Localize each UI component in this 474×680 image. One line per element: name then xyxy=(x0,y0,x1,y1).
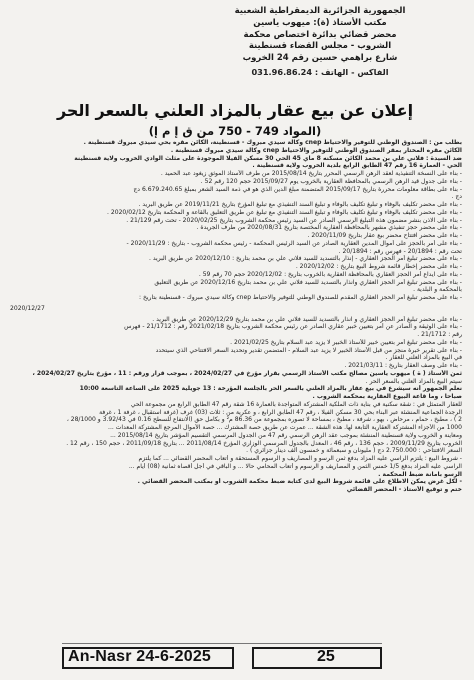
body-line: - بناء على أمر بالحجز على أموال المدين العقارية الصادر عن السيد الرئيس المحكمة - رئيس محكمة الشروب - بتاريخ : 2020/11/29 - xyxy=(126,239,462,247)
body-line: - بناء على ايداع أمر الحجز العقاري بالمحافظة العقارية بالخروب بتاريخ : 2020/12/02 حجم 70 رقم 59 . xyxy=(198,270,462,278)
body-line: ومعاينة و الخروب ولاية قسنطينة المنشئة بموجب عقد الرهن الرسمي رقم 47 من الجدول المرسمي التقسيم المؤشر بتاريخ 2015/08/14 ... xyxy=(110,431,462,439)
publication-date: An-Nasr 24-6-2025 xyxy=(68,648,212,665)
body-line: - بناء على محضر تكليف بالوفاء و تبليغ تكليف بالوفاء و تبليغ السند التنفيذي مع تبليغ المؤرخ بتاريخ 2019/11/21 عن طريق البريد . xyxy=(138,201,462,208)
header-line: الشروب - مجلس القضاء قسنطينة xyxy=(248,41,392,52)
announcement-subtitle: (المواد 749 - 750 من ق إ م إ) xyxy=(148,124,322,138)
body-line: صباحا ، وما قاعة البيوع العقارية بمحكمة الشروب . xyxy=(312,393,462,400)
body-line: - بناء على الوثيقة و الصادر عن أمر بتعيين خبير عقاري الصادر عن رئيس محكمة الشروب بتاريخ 2021/02/18 رقم : 21/1712 - فهرس xyxy=(124,323,462,331)
header-line: محضر قضائي بدائرة اختصاص محكمة xyxy=(243,29,397,40)
body-line: 2020/12/27 xyxy=(10,304,45,312)
body-line: الراسي عليه المزاد بدفع 1/5 خمس الثمن و المصاريف و الرسوم و أتعاب المحامي حالا ... و الباقي في أجل أقصاه ثمانية (08) أيام ... xyxy=(128,462,462,470)
body-line: ضد السيدة : فلاني علي بن محمد الكائن مسكنه 8 ماي 45 الحي 30 مسكن الفيلا الموجودة على مثلث الوادي الخروب ولاية قسنطينة xyxy=(74,154,462,162)
announcement-title: إعلان عن بيع عقار بالمزاد العلني بالسعر الحر xyxy=(56,101,414,120)
announcement-body xyxy=(10,139,462,494)
body-line: - بناء على محضر حجز تنفيذي مشهر بالمحافظة العقارية المختصة بتاريخ 2020/08/31 من طرف الجريدة . xyxy=(196,224,462,232)
body-line: - بناء على وصف العقار بتاريخ : 2021/03/11 . xyxy=(344,362,462,369)
body-line: - بناء على بطاقة معلومات محررة بتاريخ 2015/09/17 المتضمنة مبلغ الدين الذي هو في ذمة السيد الشعر بمبلغ 6.679.240.65 دج xyxy=(133,185,462,193)
footer-divider xyxy=(62,643,382,644)
header-line: شارع براهمي حسين رقم 24 الخروب xyxy=(242,53,398,64)
body-line: في البيع بالمزاد العلني للعقار . xyxy=(385,354,462,362)
header-line: الجمهورية الجزائرية الديمقراطية الشعبية xyxy=(234,6,406,16)
body-line: نعلم الجمهور أنه سيشرع في بيع عقار بالمزاد العلني بالسعر الحر بالجلسة المؤرخة : 13 جويلية 2025 على الساعة التاسعة 10:00 xyxy=(79,385,462,393)
body-line: رقم : 21/1712 . xyxy=(417,331,462,338)
body-line: السعر الافتتاحي : 2.750.000 دج ( مليونان و سبعمائة و خمسون ألف دينار جزائري ) . xyxy=(246,447,462,455)
body-line: - بناء على محضر تبليغ أمر الحجز العقاري وانذار بالتسديد للسيد فلاني علي بن محمد بتاريخ 2020/12/16 عن طريق التعليق xyxy=(154,278,462,286)
body-line: - بناء على محضر تكليف بالوفاء و تبليغ تكليف بالوفاء و تبليغ السند التنفيذي مع تبليغ عن طريق التعليق بالقاعة و المحكمة بتاريخ 2020/02/12 . xyxy=(107,208,462,216)
page-number: 25 xyxy=(317,648,335,665)
body-line: - بناء على محضر تبليغ أمر الحجز العقاري المقدم للصندوق الوطني للتوفير والاحتياط cnep وكالة سيدي مبروك - قسنطينة بتاريخ : xyxy=(139,294,462,301)
body-line: - بناء على محضر إخطار قائمة شروط البيع بتاريخ : 2020/12/02 . xyxy=(295,263,462,270)
body-line: سيتم البيع بالمزاد العلني بالسعر الحر . xyxy=(365,377,462,385)
body-line: 1000 من الأجزاء المشتركة العقارية التابعة لها. هذه الشقة ... عمرت عن طريق حصة المشترك ... حصة الأموال المرجع المشتركة المعدات ... xyxy=(108,424,462,431)
page-footer xyxy=(0,647,474,671)
body-line: - بناء على تقرير خبرة منجز من قبل الأستاذ الخبير لا يزيد عبد السلام - المتضمن تقدير وتحديد السعر الافتتاحي الذي سيتحدد xyxy=(155,346,462,354)
bailiff-office-header xyxy=(230,6,410,78)
body-line: - شروط البيع : يلتزم الراسي عليه المزاد بدفع ثمن الرسو و المصاريف و الرسوم المستحقة و أتعاب المحضر القضائي ... كما يلتزم xyxy=(138,455,462,462)
body-line: - بناء على جدول قيد الرهن الرسمي بالمحافظة العقارية بالخروب يوم 2015/09/27 حجم 120 رقم 52 . xyxy=(200,177,462,185)
header-line: مكتب الأستاذ (ة): ميهوب ياسين xyxy=(253,17,387,28)
body-line: - بناء على محضر تبليغ أمر الحجز العقاري و انذار بالتسديد للسيد فلاني علي بن محمد بتاريخ 2020/12/29 عن طريق البريد . xyxy=(152,315,462,323)
body-line: ختم و توقيع الأستاذ - المحضر القضائي xyxy=(346,486,462,493)
body-line: الخروب بتاريخ 2009/11/29 ، حجم 136 ، رقم 46 ، المعدل بالجدول المرسمي الوزاري المؤرخ 2011/08/14 ... بتاريخ 2011/09/18 ، حجم 150 ، رقم 12 . xyxy=(66,439,462,447)
body-line: الحي - العمارة 16 رقم 47 الطابق الرابع بلدية الخروب ولاية قسنطينة . xyxy=(252,162,462,170)
body-line: 2 ) ، مطبخ ، حمام ، مرحاض ، بهو ، شرفة ، مطبخ ، بمساحة لا تصوره بمجموعة من 86.36 م² و بكامل حق (الانتفاع للسطح 0.16 في 3.92/43 و 28/1000 ، xyxy=(66,416,462,424)
header-phone-fax: الفاكس - الهاتف : 031.96.86.24 xyxy=(251,66,389,77)
body-line: دج . xyxy=(451,193,462,201)
body-line: الرسو بامانة ضبط المحكمة . xyxy=(378,470,462,478)
body-line: الرجدة الجماعية المنشئة عبر البناء بحي 30 مسكن الفيلا ، رقم 47 الطابق الرابع ، و عكرية من : ثلاث (03) غرف (غرفة استقبال ، غرفة 1 ، غرفة xyxy=(99,408,462,416)
body-line: - بناء على محضر افتتاح محضر بيع عقار بتاريخ 2020/11/09 . xyxy=(307,232,462,239)
body-line: - بناء على محضر تبليغ أمر الحجز العقاري - إنذار بالتسديد للسيد فلاني علي بن محمد بتاريخ : 2020/12/10 عن طريق البريد . xyxy=(149,255,462,263)
body-line: - بناء على الاذن بنشر مضمون هذه التبليغ الرسمي الصادر عن السيد رئيس محكمة الشروب بتاريخ 2020/02/25 - تحت رقم 21/129 . xyxy=(126,216,462,224)
body-line: تحت رقم : 20/1894 - فهرس رقم : 20/1894 . xyxy=(338,247,462,255)
body-line: الكائن مقره المختار بمقر الصندوق الوطني للتوفير والاحتياط cnep وكالة سيدي مبروك قسنطينة . xyxy=(170,146,462,154)
body-line: للعقار المتمثل في : شقة سكنية في بناية ذات الملكية المشتركة المتواجدة بالعمارة 16 شقة رقم 47 الطابق الرابع من مجموعة الحي xyxy=(130,400,462,408)
body-line: ثمن الأستاذ ( ة ) ميهوب ياسين مصالح مكتب الأستاذ الرسمي بقرار مؤرخ في 2024/02/27 ، بموجب قرار ورقم : 11 ، مؤرخ بتاريخ 2024/02/27 ، xyxy=(32,369,462,377)
body-line: - بناء على محضر تبليغ أمر بتعيين خبير للأستاذ الخبير لا يزيد عبد السلام بتاريخ 2021/02/25 . xyxy=(230,338,462,346)
body-line: بطلب من : الصندوق الوطني للتوفير والاحتياط cnep وكالة سيدي مبروك - قسنطينة، الكائن مقره بحي سيدي مبروك قسنطينة . xyxy=(83,139,462,146)
body-line: - لكل غرض يمكن الاطلاع على قائمة شروط البيع لدى كتابة ضبط محكمة الشروب أو بمكتب المحضر القضائي . xyxy=(137,478,462,486)
body-line: بالمحكمة و البلدية . xyxy=(413,286,462,294)
body-line: - بناء على النسخة التنفيذية لعقد الرهن الرسمي المحرر بتاريخ 2015/08/14 من طرف الأستاذ الموثق زيغود عبد الحميد . xyxy=(160,170,462,177)
